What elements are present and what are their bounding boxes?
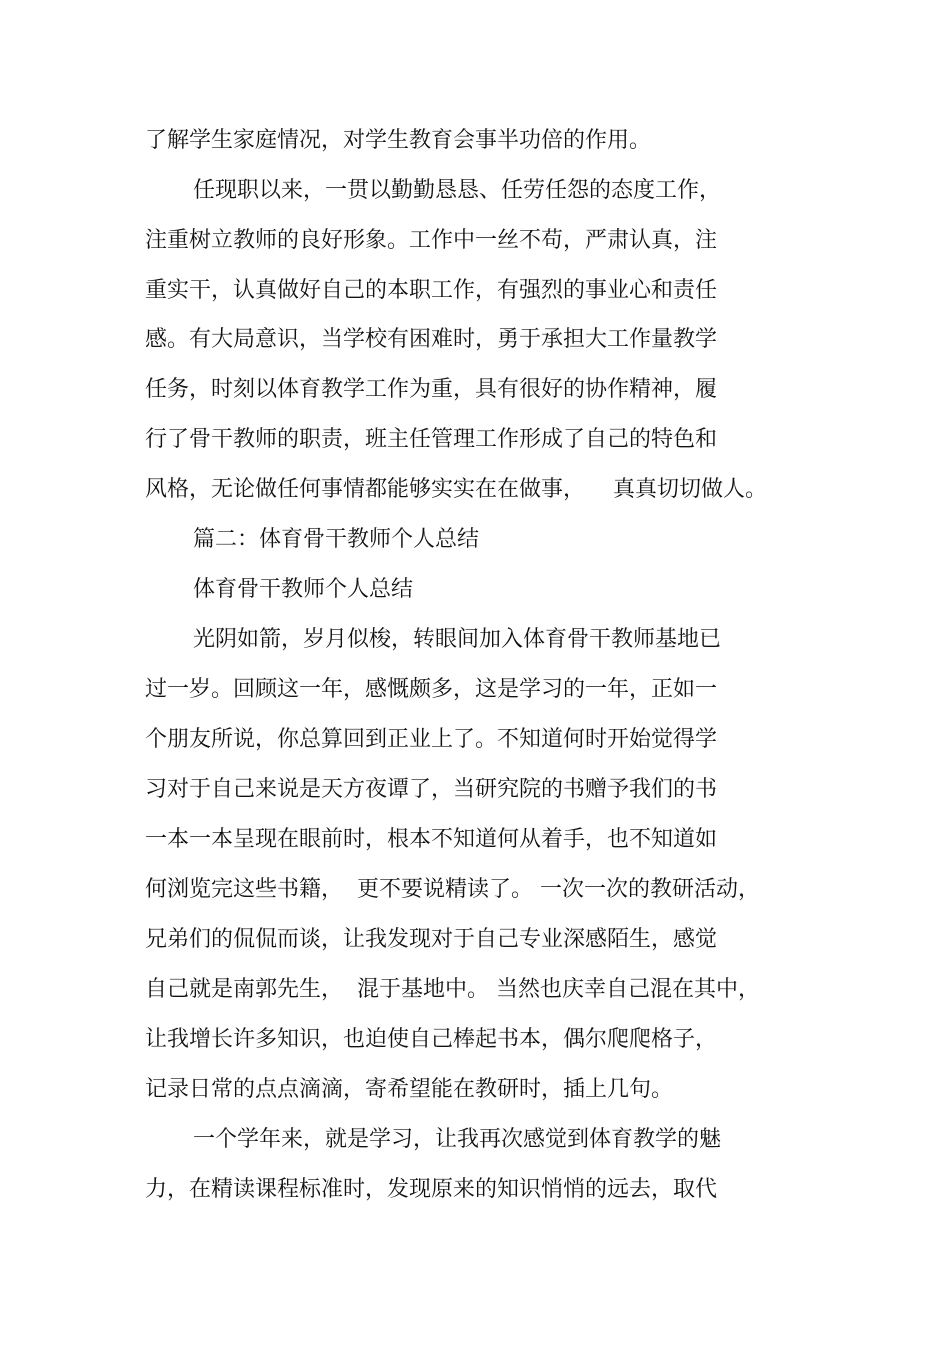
- text-line: 习对于自己来说是天方夜谭了，当研究院的书赠予我们的书: [145, 777, 718, 802]
- text-line: 感。有大局意识，当学校有困难时，勇于承担大工作量教学: [145, 327, 718, 352]
- text-line: 自己就是南郭先生， 混于基地中。 当然也庆幸自己混在其中，: [145, 977, 760, 1002]
- text-line: 个朋友所说，你总算回到正业上了。不知道何时开始觉得学: [145, 727, 718, 752]
- text-line: 重实干，认真做好自己的本职工作，有强烈的事业心和责任: [145, 278, 718, 303]
- text-line: 过一岁。回顾这一年，感慨颇多，这是学习的一年，正如一: [145, 677, 718, 702]
- text-line: 行了骨干教师的职责，班主任管理工作形成了自己的特色和: [145, 427, 718, 452]
- text-line: 任现职以来，一贯以勤勤恳恳、任劳任怨的态度工作，: [193, 178, 722, 203]
- text-line: 一本一本呈现在眼前时，根本不知道何从着手，也不知道如: [145, 827, 718, 852]
- text-line: 了解学生家庭情况，对学生教育会事半功倍的作用。: [145, 128, 652, 153]
- text-line: 让我增长许多知识，也迫使自己棒起书本，偶尔爬爬格子，: [145, 1027, 718, 1052]
- text-line: 光阴如箭，岁月似梭，转眼间加入体育骨干教师基地已: [193, 627, 722, 652]
- text-line: 风格，无论做任何事情都能够实实在在做事， 真真切切做人。: [145, 477, 767, 502]
- document-title: 体育骨干教师个人总结: [193, 577, 414, 602]
- text-line: 一个学年来，就是学习，让我再次感觉到体育教学的魅: [193, 1127, 722, 1152]
- text-line: 注重树立教师的良好形象。工作中一丝不苟，严肃认真，注: [145, 228, 718, 253]
- text-line: 任务，时刻以体育教学工作为重，具有很好的协作精神，履: [145, 377, 718, 402]
- text-line: 兄弟们的侃侃而谈，让我发现对于自己专业深感陌生，感觉: [145, 927, 718, 952]
- section-heading: 篇二：体育骨干教师个人总结: [193, 527, 480, 552]
- text-line: 何浏览完这些书籍， 更不要说精读了。 一次一次的教研活动，: [145, 877, 760, 902]
- text-line: 记录日常的点点滴滴，寄希望能在教研时，插上几句。: [145, 1077, 674, 1102]
- text-line: 力，在精读课程标准时，发现原来的知识悄悄的远去，取代: [145, 1177, 718, 1202]
